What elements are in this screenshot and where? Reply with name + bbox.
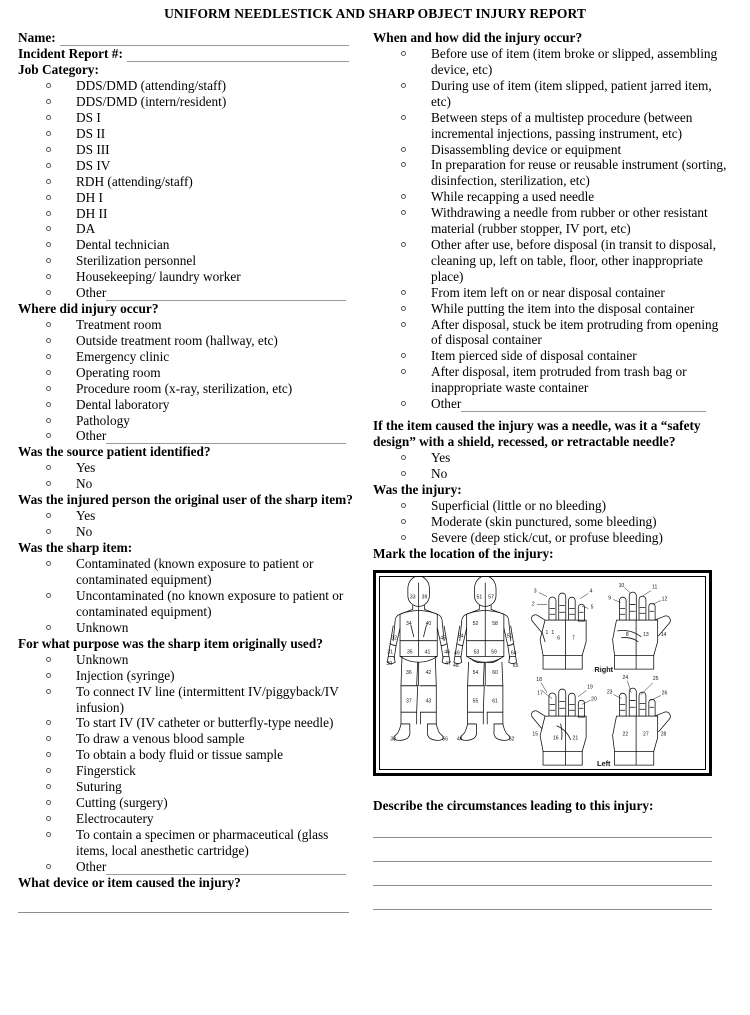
svg-text:26: 26 xyxy=(661,690,668,697)
option-list-safety-design xyxy=(373,450,730,482)
diagram-caption-left: Left xyxy=(597,758,611,768)
diagram-caption-right: Right xyxy=(594,664,614,674)
option-label: To start IV (IV catheter or butterfly-type needle) xyxy=(76,715,334,731)
list-item[interactable] xyxy=(18,206,355,222)
list-item[interactable] xyxy=(18,142,355,158)
list-item[interactable] xyxy=(18,620,355,636)
field-name-label: Name: xyxy=(18,30,56,45)
option-list-original-user xyxy=(18,508,355,540)
radio-circle-icon xyxy=(46,752,51,757)
radio-circle-icon xyxy=(46,481,51,486)
radio-circle-icon xyxy=(46,338,51,343)
radio-circle-icon xyxy=(46,179,51,184)
radio-circle-icon xyxy=(46,768,51,773)
option-label: Severe (deep stick/cut, or profuse bleeding) xyxy=(431,529,663,545)
body-diagram-inner-border xyxy=(379,576,706,770)
svg-text:39: 39 xyxy=(421,594,428,601)
svg-text:12: 12 xyxy=(661,596,668,603)
radio-circle-icon xyxy=(401,535,406,540)
option-label: RDH (attending/staff) xyxy=(76,173,193,189)
radio-circle-icon xyxy=(46,593,51,598)
option-label: Pathology xyxy=(76,412,130,428)
svg-text:11: 11 xyxy=(652,584,658,591)
svg-text:40: 40 xyxy=(425,620,432,627)
svg-text:59: 59 xyxy=(491,649,497,656)
radio-circle-icon xyxy=(46,83,51,88)
list-item[interactable] xyxy=(18,174,355,190)
radio-circle-icon xyxy=(46,242,51,247)
option-label: Uncontaminated (no known exposure to patient or contaminated equipment) xyxy=(76,588,344,619)
option-label: Treatment room xyxy=(76,317,162,333)
svg-text:23: 23 xyxy=(606,689,613,696)
list-item[interactable] xyxy=(373,237,730,285)
radio-circle-icon xyxy=(401,322,406,327)
radio-circle-icon xyxy=(46,322,51,327)
list-item[interactable] xyxy=(373,157,730,189)
svg-text:1: 1 xyxy=(551,629,555,636)
option-label: While recapping a used needle xyxy=(431,189,595,205)
option-label: Other xyxy=(76,428,107,444)
radio-circle-icon xyxy=(401,194,406,199)
list-item[interactable] xyxy=(18,715,355,731)
svg-text:18: 18 xyxy=(536,676,542,683)
left-hand-dorsum xyxy=(613,688,671,765)
option-label: No xyxy=(76,524,93,540)
svg-text:62: 62 xyxy=(508,736,515,743)
list-item[interactable] xyxy=(18,349,355,365)
radio-circle-icon xyxy=(46,561,51,566)
other-write-in-input[interactable] xyxy=(106,431,346,444)
option-label: No xyxy=(76,476,93,492)
svg-text:20: 20 xyxy=(591,696,597,703)
svg-text:8: 8 xyxy=(625,631,629,638)
list-item[interactable] xyxy=(18,795,355,811)
radio-circle-icon xyxy=(401,83,406,88)
option-list-when-how-injury-occurred xyxy=(373,46,730,412)
body-diagram-box[interactable] xyxy=(373,570,712,776)
option-label: Yes xyxy=(76,460,96,476)
section-heading-job-category: Job Category: xyxy=(18,62,99,78)
list-item[interactable] xyxy=(18,827,355,859)
option-list-injury-severity xyxy=(373,498,730,546)
list-item[interactable] xyxy=(373,189,730,205)
svg-text:5: 5 xyxy=(590,604,594,611)
radio-circle-icon xyxy=(46,625,51,630)
front-body-figure xyxy=(387,577,450,743)
list-item[interactable] xyxy=(373,514,730,530)
svg-text:57: 57 xyxy=(488,594,494,601)
option-label: DH I xyxy=(76,189,103,205)
field-incident-report-label: Incident Report #: xyxy=(18,46,123,62)
option-label: Other after use, before disposal (in transit to disposal, cleaning up, left on table, floor, other inappropriate place) xyxy=(431,236,717,284)
list-item[interactable] xyxy=(18,428,355,444)
radio-circle-icon xyxy=(401,455,406,460)
radio-circle-icon xyxy=(401,369,406,374)
body-location-diagram[interactable] xyxy=(380,577,710,769)
svg-text:13: 13 xyxy=(643,631,649,638)
list-item[interactable] xyxy=(373,46,730,78)
svg-text:21: 21 xyxy=(572,735,579,742)
radio-circle-icon xyxy=(46,433,51,438)
svg-text:56: 56 xyxy=(442,736,448,743)
incident-report-input[interactable] xyxy=(127,48,349,62)
option-label: From item left on or near disposal container xyxy=(431,284,665,300)
radio-circle-icon xyxy=(401,401,406,406)
list-item[interactable] xyxy=(18,524,355,540)
svg-text:30: 30 xyxy=(386,661,393,668)
field-name-row xyxy=(18,30,355,46)
radio-circle-icon xyxy=(46,832,51,837)
radio-circle-icon xyxy=(46,370,51,375)
list-item[interactable] xyxy=(18,190,355,206)
list-item[interactable] xyxy=(18,158,355,174)
list-item[interactable] xyxy=(18,668,355,684)
option-label: Other xyxy=(431,396,462,412)
option-label: No xyxy=(431,466,448,482)
radio-circle-icon xyxy=(401,210,406,215)
section-heading-where-injury-occurred: Where did injury occur? xyxy=(18,300,159,316)
radio-circle-icon xyxy=(46,689,51,694)
list-item[interactable] xyxy=(373,285,730,301)
list-item[interactable] xyxy=(18,588,355,620)
svg-text:65: 65 xyxy=(512,662,519,669)
section-heading-original-user: Was the injured person the original user of the sharp item? xyxy=(18,492,353,508)
svg-text:54: 54 xyxy=(472,669,479,676)
svg-text:25: 25 xyxy=(652,675,659,682)
list-item[interactable] xyxy=(18,747,355,763)
list-item[interactable] xyxy=(373,317,730,349)
list-item[interactable] xyxy=(18,317,355,333)
radio-circle-icon xyxy=(46,720,51,725)
radio-circle-icon xyxy=(46,274,51,279)
svg-text:9: 9 xyxy=(608,595,612,602)
svg-text:1: 1 xyxy=(545,629,549,636)
svg-text:45: 45 xyxy=(440,635,446,642)
radio-circle-icon xyxy=(401,519,406,524)
list-item[interactable] xyxy=(18,652,355,668)
radio-circle-icon xyxy=(401,147,406,152)
radio-circle-icon xyxy=(46,529,51,534)
radio-circle-icon xyxy=(46,211,51,216)
list-item[interactable] xyxy=(373,205,730,237)
radio-circle-icon xyxy=(46,418,51,423)
option-label: Yes xyxy=(431,450,451,466)
svg-text:32: 32 xyxy=(391,635,397,642)
option-label: Emergency clinic xyxy=(76,348,170,364)
section-heading-safety-design: If the item caused the injury was a needle, was it a “safety design” with a shield, recessed, or retractable needle? xyxy=(373,417,701,450)
svg-text:50: 50 xyxy=(506,633,513,640)
describe-line-1[interactable] xyxy=(373,836,712,838)
svg-text:61: 61 xyxy=(492,698,498,705)
option-label: To connect IV line (intermittent IV/piggyback/IV infusion) xyxy=(76,683,339,715)
svg-text:53: 53 xyxy=(473,649,480,656)
describe-line-2[interactable] xyxy=(373,860,712,862)
svg-text:47: 47 xyxy=(445,661,451,668)
radio-circle-icon xyxy=(401,306,406,311)
option-label: Disassembling device or equipment xyxy=(431,141,622,157)
list-item[interactable] xyxy=(18,110,355,126)
option-label: Outside treatment room (hallway, etc) xyxy=(76,332,278,348)
radio-circle-icon xyxy=(46,386,51,391)
svg-text:48: 48 xyxy=(453,662,459,669)
svg-text:58: 58 xyxy=(492,620,498,627)
name-input[interactable] xyxy=(60,32,349,46)
radio-circle-icon xyxy=(46,800,51,805)
svg-text:19: 19 xyxy=(587,684,593,691)
svg-text:49: 49 xyxy=(454,650,460,657)
radio-circle-icon xyxy=(46,258,51,263)
option-label: After disposal, stuck be item protruding from opening of disposal container xyxy=(431,316,719,348)
list-item[interactable] xyxy=(18,763,355,779)
svg-text:60: 60 xyxy=(492,669,498,676)
option-label: DS II xyxy=(76,126,106,141)
radio-circle-icon xyxy=(401,353,406,358)
radio-circle-icon xyxy=(46,99,51,104)
svg-text:27: 27 xyxy=(643,731,649,738)
left-hand-palm xyxy=(531,689,586,765)
option-label: Electrocautery xyxy=(76,810,154,826)
svg-text:22: 22 xyxy=(622,731,629,738)
list-item[interactable] xyxy=(18,269,355,285)
radio-circle-icon xyxy=(46,402,51,407)
list-item[interactable] xyxy=(373,78,730,110)
svg-text:14: 14 xyxy=(660,631,667,638)
radio-circle-icon xyxy=(46,657,51,662)
option-label: To obtain a body fluid or tissue sample xyxy=(76,747,283,763)
option-label: Injection (syringe) xyxy=(76,667,175,683)
list-item[interactable] xyxy=(18,78,355,94)
radio-circle-icon xyxy=(46,163,51,168)
option-label: To contain a specimen or pharmaceutical (glass items, local anesthetic cartridge) xyxy=(76,826,329,858)
option-label: Procedure room (x-ray, sterilization, etc) xyxy=(76,380,293,396)
other-write-in-input[interactable] xyxy=(461,399,706,412)
radio-circle-icon xyxy=(46,864,51,869)
list-item[interactable] xyxy=(373,110,730,142)
option-label: After disposal, item protruded from trash bag or inappropriate waste container xyxy=(431,364,687,396)
option-list-sharp-item-contamination xyxy=(18,556,355,636)
svg-text:31: 31 xyxy=(387,649,394,656)
svg-text:37: 37 xyxy=(406,698,412,705)
svg-text:42: 42 xyxy=(425,669,432,676)
list-item[interactable] xyxy=(18,285,355,301)
option-label: Fingerstick xyxy=(76,763,136,779)
radio-circle-icon xyxy=(46,816,51,821)
radio-circle-icon xyxy=(401,503,406,508)
option-label: Superficial (little or no bleeding) xyxy=(431,498,607,514)
list-item[interactable] xyxy=(18,365,355,381)
list-item[interactable] xyxy=(18,413,355,429)
svg-text:4: 4 xyxy=(589,588,593,595)
option-label: DS I xyxy=(76,110,101,126)
list-item[interactable] xyxy=(18,381,355,397)
option-list-where-injury-occurred xyxy=(18,317,355,444)
svg-text:24: 24 xyxy=(622,674,629,681)
option-label: During use of item (item slipped, patient jarred item, etc) xyxy=(431,77,712,109)
radio-circle-icon xyxy=(46,147,51,152)
list-item[interactable] xyxy=(373,530,730,546)
list-item[interactable] xyxy=(18,508,355,524)
list-item[interactable] xyxy=(373,364,730,396)
svg-text:43: 43 xyxy=(425,698,432,705)
list-item[interactable] xyxy=(18,731,355,747)
option-label: Moderate (skin punctured, some bleeding) xyxy=(431,513,657,529)
option-label: Sterilization personnel xyxy=(76,253,197,269)
option-label: Withdrawing a needle from rubber or other resistant material (rubber stopper, IV port, etc) xyxy=(431,205,708,237)
other-write-in-input[interactable] xyxy=(106,288,346,301)
option-label: Cutting (surgery) xyxy=(76,795,168,810)
option-label: Contaminated (known exposure to patient or contaminated equipment) xyxy=(76,556,314,588)
list-item[interactable] xyxy=(18,684,355,716)
option-label: While putting the item into the disposal container xyxy=(431,300,695,316)
list-item[interactable] xyxy=(373,450,730,466)
radio-circle-icon xyxy=(401,471,406,476)
svg-text:10: 10 xyxy=(618,582,625,589)
field-incident-report-row xyxy=(18,46,355,62)
radio-circle-icon xyxy=(46,673,51,678)
list-item[interactable] xyxy=(18,126,355,142)
option-label: Dental laboratory xyxy=(76,396,170,412)
radio-circle-icon xyxy=(46,115,51,120)
svg-text:54: 54 xyxy=(457,633,464,640)
svg-text:15: 15 xyxy=(532,731,539,738)
list-item[interactable] xyxy=(18,811,355,827)
radio-circle-icon xyxy=(46,131,51,136)
describe-line-4[interactable] xyxy=(373,908,712,910)
radio-circle-icon xyxy=(401,242,406,247)
radio-circle-icon xyxy=(46,784,51,789)
list-item[interactable] xyxy=(373,142,730,158)
radio-circle-icon xyxy=(46,226,51,231)
two-column-layout xyxy=(0,30,750,913)
svg-text:36: 36 xyxy=(406,669,412,676)
section-heading-when-how-injury-occurred: When and how did the injury occur? xyxy=(373,30,583,45)
svg-text:46: 46 xyxy=(444,649,450,656)
list-item[interactable] xyxy=(18,94,355,110)
option-label: Unknown xyxy=(76,619,129,635)
list-item[interactable] xyxy=(373,466,730,482)
radio-circle-icon xyxy=(46,513,51,518)
list-item[interactable] xyxy=(373,301,730,317)
list-item[interactable] xyxy=(18,333,355,349)
section-heading-describe-circumstances: Describe the circumstances leading to this injury: xyxy=(373,797,654,813)
radio-circle-icon xyxy=(46,195,51,200)
option-label: Housekeeping/ laundry worker xyxy=(76,269,241,285)
radio-circle-icon xyxy=(46,465,51,470)
svg-text:64: 64 xyxy=(510,650,517,657)
section-heading-source-patient-identified: Was the source patient identified? xyxy=(18,444,211,460)
option-list-job-category xyxy=(18,78,355,301)
option-label: Operating room xyxy=(76,364,161,380)
option-label: DDS/DMD (attending/staff) xyxy=(76,78,227,94)
section-heading-injury-severity: Was the injury: xyxy=(373,481,462,497)
option-label: DDS/DMD (intern/resident) xyxy=(76,94,227,110)
list-item[interactable] xyxy=(18,221,355,237)
svg-text:55: 55 xyxy=(472,698,479,705)
page-title: UNIFORM NEEDLESTICK AND SHARP OBJECT INJURY REPORT xyxy=(164,6,586,21)
list-item[interactable] xyxy=(18,253,355,269)
svg-text:28: 28 xyxy=(660,731,667,738)
svg-text:34: 34 xyxy=(406,620,412,627)
option-label: To draw a venous blood sample xyxy=(76,731,245,747)
list-item[interactable] xyxy=(18,859,355,875)
right-column xyxy=(355,30,730,910)
list-item[interactable] xyxy=(18,397,355,413)
option-label: DS III xyxy=(76,141,110,157)
list-item[interactable] xyxy=(373,396,730,412)
option-label: Unknown xyxy=(76,651,129,667)
radio-circle-icon xyxy=(401,162,406,167)
svg-text:52: 52 xyxy=(472,620,479,627)
list-item[interactable] xyxy=(18,476,355,492)
list-item[interactable] xyxy=(18,237,355,253)
left-column xyxy=(0,30,355,913)
svg-text:7: 7 xyxy=(571,635,575,642)
option-label: In preparation for reuse or reusable instrument (sorting, disinfection, sterilization, etc) xyxy=(431,157,727,189)
section-heading-mark-injury-location: Mark the location of the injury: xyxy=(373,545,554,561)
option-label: Other xyxy=(76,858,107,874)
option-label: Dental technician xyxy=(76,237,170,253)
right-hand-dorsum xyxy=(613,592,671,669)
describe-line-3[interactable] xyxy=(373,884,712,886)
list-item[interactable] xyxy=(373,498,730,514)
svg-text:17: 17 xyxy=(537,690,543,697)
list-item[interactable] xyxy=(18,556,355,588)
list-item[interactable] xyxy=(18,460,355,476)
radio-circle-icon xyxy=(401,51,406,56)
option-label: DS IV xyxy=(76,157,111,173)
option-label: Item pierced side of disposal container xyxy=(431,348,637,364)
svg-text:2: 2 xyxy=(531,601,535,608)
svg-text:51: 51 xyxy=(476,594,483,601)
option-label: Between steps of a multistep procedure (between incremental injections, passing instrument, etc) xyxy=(431,109,693,141)
radio-circle-icon xyxy=(46,290,51,295)
option-label: Before use of item (item broke or slipped, assembling device, etc) xyxy=(431,46,718,77)
section-heading-device-caused-injury: What device or item caused the injury? xyxy=(18,874,241,890)
radio-circle-icon xyxy=(401,290,406,295)
other-write-in-input[interactable] xyxy=(106,862,346,875)
device-caused-injury-input[interactable] xyxy=(18,911,349,913)
list-item[interactable] xyxy=(373,348,730,364)
section-heading-original-purpose: For what purpose was the sharp item originally used? xyxy=(18,635,323,651)
option-label: Suturing xyxy=(76,779,122,795)
svg-text:38: 38 xyxy=(390,736,396,743)
svg-text:41: 41 xyxy=(424,649,431,656)
option-list-source-patient-identified xyxy=(18,460,355,492)
radio-circle-icon xyxy=(401,115,406,120)
option-label: Yes xyxy=(76,508,96,524)
radio-circle-icon xyxy=(46,736,51,741)
option-label: DH II xyxy=(76,205,108,221)
svg-text:3: 3 xyxy=(533,588,537,595)
svg-text:35: 35 xyxy=(406,649,413,656)
svg-text:16: 16 xyxy=(552,735,559,742)
section-heading-sharp-item-contamination: Was the sharp item: xyxy=(18,540,133,556)
back-body-figure xyxy=(454,577,517,743)
option-label: Other xyxy=(76,285,107,301)
option-label: DA xyxy=(76,221,96,237)
list-item[interactable] xyxy=(18,779,355,795)
radio-circle-icon xyxy=(46,354,51,359)
svg-text:33: 33 xyxy=(409,594,416,601)
svg-text:44: 44 xyxy=(456,736,463,743)
option-list-original-purpose xyxy=(18,652,355,875)
svg-text:6: 6 xyxy=(557,635,561,642)
